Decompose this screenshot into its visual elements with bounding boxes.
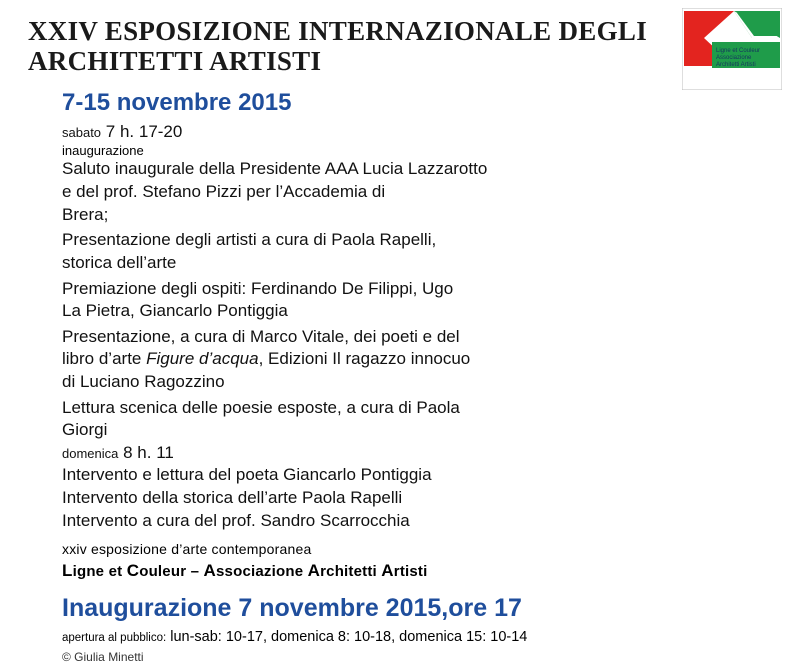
contemporary-art-subtitle: xxiv esposizione d’arte contemporanea [62, 541, 312, 558]
book-presentation-line: Presentazione, a cura di Marco Vitale, dei poeti e del [62, 326, 460, 346]
saturday-item: e del prof. Stefano Pizzi per l’Accademia di [62, 182, 386, 202]
org-et: et [104, 563, 127, 581]
svg-text:Associazione: Associazione [716, 55, 752, 61]
org-a3: A [381, 561, 394, 581]
org-rchitetti: rchitetti [320, 563, 382, 581]
organisation-name [62, 561, 662, 581]
org-l: L [62, 561, 73, 581]
opening-hours-value: lun-sab: 10-17, domenica 8: 10-18, domenica 15: 10-14 [170, 628, 528, 645]
sunday-item: Intervento della storica dell’arte Paola Rapelli [62, 488, 403, 507]
saturday-item: storica dell’arte [62, 252, 177, 272]
opening-announcement: Inaugurazione 7 novembre 2015,ore 17 [62, 594, 522, 623]
opening-hours-label: apertura al pubblico: [62, 631, 167, 644]
opening-hours [62, 629, 662, 645]
org-dash: – [186, 563, 204, 581]
book-title-line [62, 348, 662, 371]
saturday-item: Presentazione degli artisti a cura di Paola Rapelli, [62, 230, 437, 250]
saturday-item: La Pietra, Giancarlo Pontiggia [62, 301, 288, 321]
saturday-time-line [62, 121, 662, 144]
org-igne: igne [72, 563, 105, 581]
reading-line: Giorgi [62, 420, 108, 440]
saturday-item: Saluto inaugurale della Presidente AAA Lucia Lazzarotto [62, 159, 488, 179]
credit-line: © Giulia Minetti [62, 649, 144, 664]
svg-text:Architetti Artisti: Architetti Artisti [716, 62, 756, 68]
exhibition-dates: 7-15 novembre 2015 [62, 89, 292, 117]
book-line-suffix: , Edizioni Il ragazzo innocuo [258, 349, 471, 369]
inaugurazione-label: inaugurazione [62, 143, 144, 159]
org-ouleur: ouleur [139, 563, 187, 581]
org-c: C [126, 561, 140, 581]
sunday-time-line [62, 442, 662, 465]
sunday-item: Intervento e lettura del poeta Giancarlo Pontiggia [62, 465, 432, 485]
book-title: Figure d’acqua [146, 349, 259, 369]
org-a1: A [203, 561, 217, 581]
poster-body [62, 90, 662, 663]
saturday-item: Premiazione degli ospiti: Ferdinando De Filippi, Ugo [62, 278, 454, 298]
org-a2: A [307, 561, 321, 581]
org-rtisti: rtisti [393, 563, 428, 581]
saturday-time: 7 h. 17-20 [105, 121, 183, 141]
svg-text:Ligne et Couleur: Ligne et Couleur [716, 48, 761, 54]
reading-line: Lettura scenica delle poesie esposte, a cura di Paola [62, 397, 460, 417]
sunday-time: 8 h. 11 [123, 442, 174, 462]
sunday-item: Intervento a cura del prof. Sandro Scarrocchia [62, 510, 410, 530]
org-ssociazione: ssociazione [216, 563, 308, 581]
sunday-lead: domenica [62, 445, 119, 461]
book-line-prefix: libro d’arte [62, 349, 147, 369]
ligne-et-couleur-logo [682, 8, 782, 90]
page-title: XXIV ESPOSIZIONE INTERNAZIONALE DEGLI ARCHITETTI ARTISTI [28, 16, 648, 77]
saturday-item: Brera; [62, 204, 109, 224]
saturday-lead: sabato [62, 124, 102, 140]
book-author-line: di Luciano Ragozzino [62, 371, 225, 391]
